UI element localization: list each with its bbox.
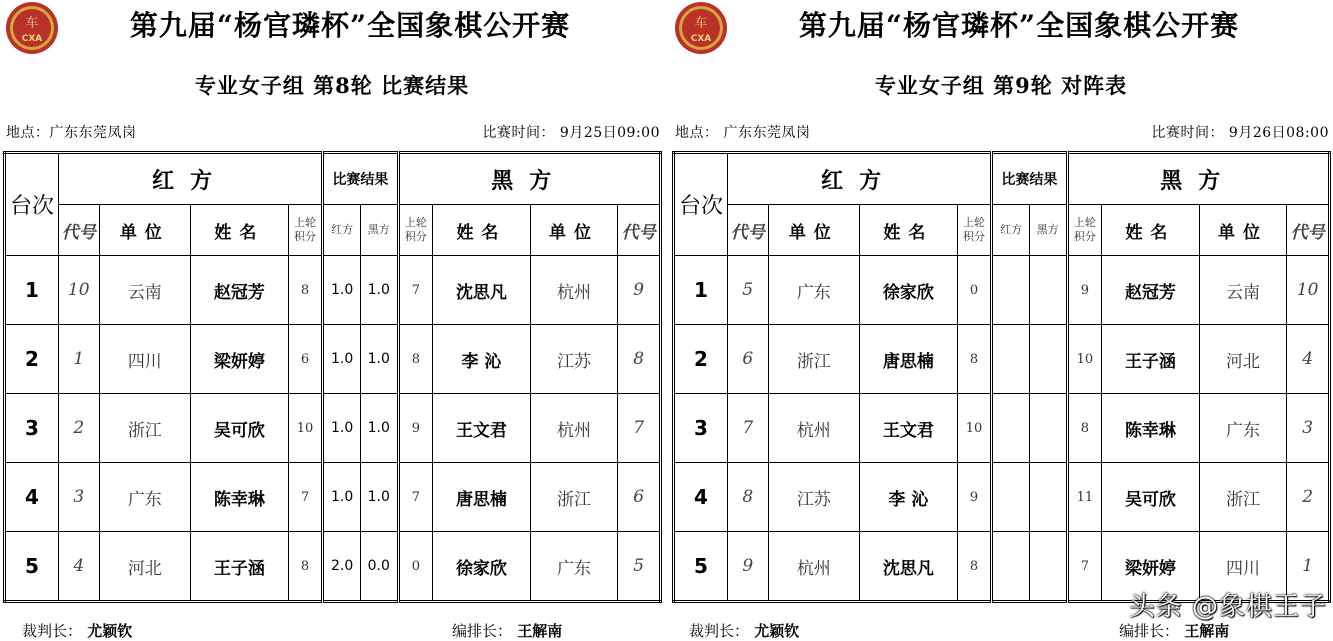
- name-header: 姓名: [860, 205, 958, 256]
- red-unit: 四川: [99, 325, 191, 394]
- prev-points-header: 上轮积分: [1067, 205, 1102, 256]
- table-number: 5: [674, 532, 728, 602]
- red-unit: 广东: [768, 256, 860, 325]
- table-no-header: 台次: [5, 153, 59, 256]
- black-player-name: 王子涵: [1102, 325, 1200, 394]
- black-code: 8: [618, 325, 661, 394]
- table-number: 1: [5, 256, 59, 325]
- table-row: [5, 532, 661, 602]
- black-side-header: 黑方: [1067, 153, 1329, 205]
- black-unit: 浙江: [530, 463, 617, 532]
- black-score: [1029, 325, 1067, 394]
- black-unit: 江苏: [530, 325, 617, 394]
- red-prev-points: 0: [957, 256, 992, 325]
- black-player-name: 王文君: [433, 394, 531, 463]
- red-side-header: 红方: [727, 153, 991, 205]
- result-header: 比赛结果: [323, 153, 398, 205]
- chief-scheduler-label: 编排长：: [452, 622, 513, 640]
- black-unit: 四川: [1199, 532, 1286, 602]
- black-code: 10: [1287, 256, 1330, 325]
- black-unit: 河北: [1199, 325, 1286, 394]
- chief-referee-label: 裁判长：: [689, 622, 750, 640]
- black-code: 6: [618, 463, 661, 532]
- chief-referee: [22, 620, 132, 641]
- table-no-header: 台次: [674, 153, 728, 256]
- chief-scheduler-label: 编排长：: [1119, 622, 1180, 640]
- black-prev-points: 10: [1067, 325, 1102, 394]
- red-score: [992, 256, 1030, 325]
- prev-points-header: 上轮积分: [288, 205, 323, 256]
- red-code: 8: [727, 463, 768, 532]
- unit-header: 单位: [768, 205, 860, 256]
- red-prev-points: 8: [957, 532, 992, 602]
- code-header: 代号: [618, 205, 661, 256]
- black-prev-points: 8: [1067, 394, 1102, 463]
- red-prev-points: 7: [288, 463, 323, 532]
- red-player-name: 沈思凡: [860, 532, 958, 602]
- table-number: 1: [674, 256, 728, 325]
- black-score: 1.0: [360, 325, 398, 394]
- table-number: 5: [5, 532, 59, 602]
- unit-header: 单位: [99, 205, 191, 256]
- table-row: [5, 394, 661, 463]
- black-prev-points: 8: [398, 325, 433, 394]
- red-player-name: 李 沁: [860, 463, 958, 532]
- red-code: 1: [58, 325, 99, 394]
- unit-header: 单位: [530, 205, 617, 256]
- chief-referee: [689, 620, 799, 641]
- black-score: 1.0: [360, 463, 398, 532]
- red-prev-points: 8: [288, 256, 323, 325]
- table-number: 4: [674, 463, 728, 532]
- black-score: [1029, 256, 1067, 325]
- svg-text:车: 车: [694, 16, 708, 31]
- red-prev-points: 10: [957, 394, 992, 463]
- table-row: [5, 463, 661, 532]
- black-player-name: 梁妍婷: [1102, 532, 1200, 602]
- right-sheet: [669, 0, 1333, 641]
- black-unit: 云南: [1199, 256, 1286, 325]
- red-player-name: 赵冠芳: [191, 256, 289, 325]
- table-number: 2: [5, 325, 59, 394]
- red-score: [992, 394, 1030, 463]
- red-player-name: 唐思楠: [860, 325, 958, 394]
- black-player-name: 李 沁: [433, 325, 531, 394]
- black-prev-points: 11: [1067, 463, 1102, 532]
- table-row: [674, 325, 1330, 394]
- red-score: 1.0: [323, 256, 361, 325]
- red-side-header: 红方: [58, 153, 322, 205]
- svg-text:车: 车: [25, 16, 39, 31]
- red-unit: 江苏: [768, 463, 860, 532]
- red-code: 4: [58, 532, 99, 602]
- cxa-logo-icon: [4, 0, 60, 56]
- black-prev-points: 9: [398, 394, 433, 463]
- table-row: [5, 256, 661, 325]
- table-row: [5, 325, 661, 394]
- red-player-name: 徐家欣: [860, 256, 958, 325]
- round-subtitle: 专业女子组 第9轮 对阵表: [874, 73, 1128, 98]
- black-result-header: 黑方: [1029, 205, 1067, 256]
- black-score: [1029, 532, 1067, 602]
- red-prev-points: 6: [288, 325, 323, 394]
- result-header: 比赛结果: [992, 153, 1067, 205]
- red-unit: 杭州: [768, 532, 860, 602]
- red-score: 1.0: [323, 463, 361, 532]
- red-player-name: 王子涵: [191, 532, 289, 602]
- black-player-name: 陈幸琳: [1102, 394, 1200, 463]
- red-score: 2.0: [323, 532, 361, 602]
- red-code: 5: [727, 256, 768, 325]
- black-unit: 杭州: [530, 394, 617, 463]
- table-number: 3: [674, 394, 728, 463]
- unit-header: 单位: [1199, 205, 1286, 256]
- prev-points-header: 上轮积分: [398, 205, 433, 256]
- venue-label: 地点： 广东东莞凤岗: [675, 125, 811, 141]
- svg-text:CXA: CXA: [21, 34, 43, 44]
- black-unit: 广东: [1199, 394, 1286, 463]
- black-code: 9: [618, 256, 661, 325]
- red-code: 9: [727, 532, 768, 602]
- black-player-name: 赵冠芳: [1102, 256, 1200, 325]
- code-header: 代号: [1287, 205, 1330, 256]
- black-code: 1: [1287, 532, 1330, 602]
- black-code: 3: [1287, 394, 1330, 463]
- table-row: [674, 256, 1330, 325]
- code-header: 代号: [58, 205, 99, 256]
- venue-label: 地点：广东东莞凤岗: [6, 125, 137, 141]
- red-unit: 广东: [99, 463, 191, 532]
- red-code: 6: [727, 325, 768, 394]
- red-score: [992, 532, 1030, 602]
- black-score: 1.0: [360, 394, 398, 463]
- red-code: 3: [58, 463, 99, 532]
- black-player-name: 徐家欣: [433, 532, 531, 602]
- black-prev-points: 7: [398, 256, 433, 325]
- black-player-name: 吴可欣: [1102, 463, 1200, 532]
- red-prev-points: 8: [288, 532, 323, 602]
- cxa-logo-icon: [673, 0, 729, 56]
- red-result-header: 红方: [323, 205, 361, 256]
- page-title: 第九届“杨官璘杯”全国象棋公开赛: [129, 9, 571, 42]
- black-code: 2: [1287, 463, 1330, 532]
- black-player-name: 沈思凡: [433, 256, 531, 325]
- red-unit: 杭州: [768, 394, 860, 463]
- red-result-header: 红方: [992, 205, 1030, 256]
- table-row: [674, 394, 1330, 463]
- chief-referee-name: 尤颖钦: [87, 622, 133, 640]
- name-header: 姓名: [1102, 205, 1200, 256]
- red-score: 1.0: [323, 394, 361, 463]
- chief-scheduler: [1119, 620, 1229, 641]
- chief-scheduler-name: 王解南: [517, 622, 563, 640]
- red-unit: 浙江: [99, 394, 191, 463]
- black-code: 5: [618, 532, 661, 602]
- black-score: [1029, 463, 1067, 532]
- black-prev-points: 7: [1067, 532, 1102, 602]
- red-code: 7: [727, 394, 768, 463]
- black-side-header: 黑方: [398, 153, 660, 205]
- black-prev-points: 0: [398, 532, 433, 602]
- black-player-name: 唐思楠: [433, 463, 531, 532]
- black-prev-points: 7: [398, 463, 433, 532]
- red-prev-points: 8: [957, 325, 992, 394]
- red-code: 2: [58, 394, 99, 463]
- black-unit: 浙江: [1199, 463, 1286, 532]
- code-header: 代号: [727, 205, 768, 256]
- red-code: 10: [58, 256, 99, 325]
- table-row: [674, 463, 1330, 532]
- black-unit: 杭州: [530, 256, 617, 325]
- red-prev-points: 10: [288, 394, 323, 463]
- chief-referee-label: 裁判长：: [22, 622, 83, 640]
- watermark: 头条 @象棋王子: [1128, 592, 1327, 622]
- name-header: 姓名: [433, 205, 531, 256]
- red-score: [992, 463, 1030, 532]
- table-number: 4: [5, 463, 59, 532]
- page-title: 第九届“杨官璘杯”全国象棋公开赛: [798, 9, 1240, 42]
- red-player-name: 吴可欣: [191, 394, 289, 463]
- results-table: [3, 151, 662, 603]
- left-sheet: [0, 0, 664, 641]
- black-score: 0.0: [360, 532, 398, 602]
- black-code: 7: [618, 394, 661, 463]
- red-unit: 河北: [99, 532, 191, 602]
- black-unit: 广东: [530, 532, 617, 602]
- red-player-name: 王文君: [860, 394, 958, 463]
- chief-scheduler: [452, 620, 562, 641]
- red-unit: 浙江: [768, 325, 860, 394]
- name-header: 姓名: [191, 205, 289, 256]
- chief-scheduler-name: 王解南: [1184, 622, 1230, 640]
- svg-text:CXA: CXA: [690, 34, 712, 44]
- prev-points-header: 上轮积分: [957, 205, 992, 256]
- black-result-header: 黑方: [360, 205, 398, 256]
- red-unit: 云南: [99, 256, 191, 325]
- pairings-table: [672, 151, 1331, 603]
- table-number: 3: [5, 394, 59, 463]
- black-code: 4: [1287, 325, 1330, 394]
- red-player-name: 梁妍婷: [191, 325, 289, 394]
- red-score: [992, 325, 1030, 394]
- chief-referee-name: 尤颖钦: [754, 622, 800, 640]
- table-number: 2: [674, 325, 728, 394]
- match-time-label: 比赛时间： 9月25日09:00: [482, 125, 660, 141]
- red-player-name: 陈幸琳: [191, 463, 289, 532]
- match-time-label: 比赛时间： 9月26日08:00: [1151, 125, 1329, 141]
- black-score: [1029, 394, 1067, 463]
- round-subtitle: 专业女子组 第8轮 比赛结果: [194, 73, 470, 98]
- red-score: 1.0: [323, 325, 361, 394]
- black-score: 1.0: [360, 256, 398, 325]
- red-prev-points: 9: [957, 463, 992, 532]
- black-prev-points: 9: [1067, 256, 1102, 325]
